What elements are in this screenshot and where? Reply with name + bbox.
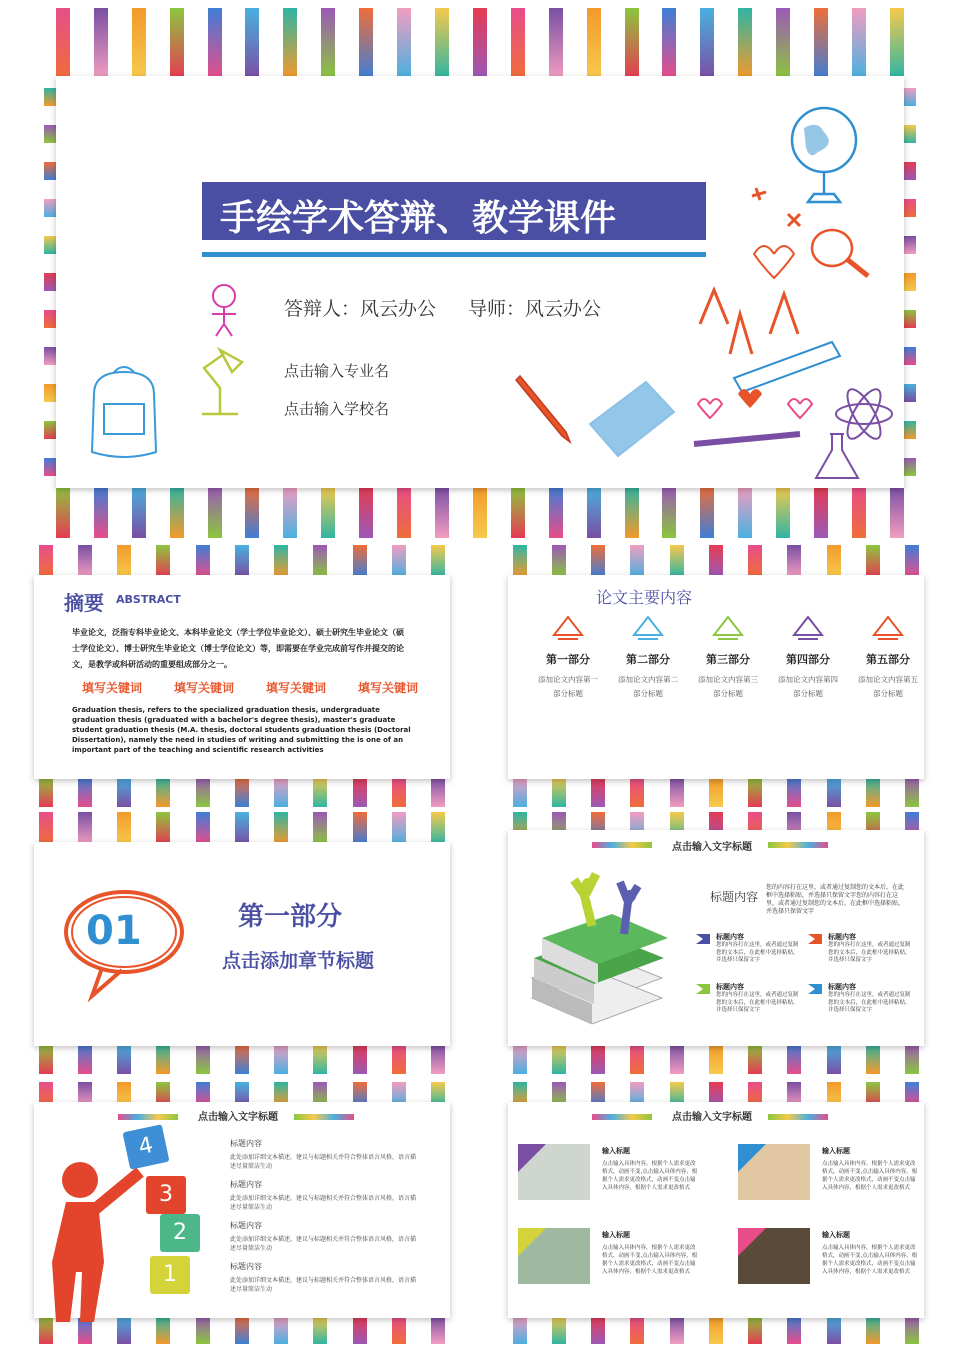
book-stack-icon xyxy=(522,874,672,1038)
slide-books[interactable] xyxy=(500,812,932,1074)
stripe-bar xyxy=(591,1044,605,1074)
major-input[interactable]: 点击输入专业名 xyxy=(284,362,390,380)
corner-icon xyxy=(518,1228,546,1256)
airplane-icon xyxy=(696,984,710,994)
stripe-bar xyxy=(625,486,639,538)
stripe-bar xyxy=(94,486,108,538)
title-deco-left xyxy=(118,1114,178,1120)
pen-nib-icon xyxy=(512,376,576,446)
stripe-bar xyxy=(78,545,92,577)
feature-desc: 您的内容打在这里，或者通过复制您的文本后，在此框中选择粘贴，并选择只保留文字 xyxy=(828,992,911,1013)
stripe-bar xyxy=(591,1316,605,1344)
stripe-bar xyxy=(670,1044,684,1074)
mentor-label: 导师：风云办公 xyxy=(468,298,602,320)
stripe-bar xyxy=(905,1044,919,1074)
stripe-bar xyxy=(630,1044,644,1074)
part-doodle-icon xyxy=(710,613,746,643)
abstract-paragraph-en: Graduation thesis, refers to the specialized graduation thesis, undergraduate graduation thesis (graduated with a bachelor's degree thesis), master's graduate student graduation thesis (M.A. thesis, doctoral students graduation thesis (Doctoral Dissertation), namely the need in studies of writing and submitting the is one of an important part of the teaching and scientific research activities xyxy=(72,706,411,754)
abstract-paragraph-cn: 毕业论文，泛指专科毕业论文、本科毕业论文（学士学位毕业论文）、硕士研究生毕业论文（硕士学位论文）、博士研究生毕业论文（博士学位论文）等，即需要在学业完成前写作并提交的论文，是教学或科研活动的重要组成部分之一。 xyxy=(72,628,404,669)
stripe-bar xyxy=(397,8,411,78)
slide-cover[interactable] xyxy=(44,8,916,538)
stripe-bar xyxy=(56,8,70,78)
stripe-bar xyxy=(787,777,801,807)
stripe-bar xyxy=(905,1316,919,1344)
stripe-bar xyxy=(513,1316,527,1344)
desk-lamp-icon xyxy=(194,348,250,418)
parts-row xyxy=(528,643,928,753)
stripe-bar xyxy=(431,812,445,844)
stripe-bar xyxy=(196,1316,210,1344)
blocks-panel xyxy=(34,1102,450,1318)
part-desc: 添加论文内容第一部分标题 xyxy=(538,675,598,698)
slide-blocks[interactable] xyxy=(26,1082,458,1344)
item-label: 标题内容 xyxy=(230,1139,262,1148)
stripe-bar xyxy=(353,1044,367,1074)
stripe-bar xyxy=(353,777,367,807)
content-part-3[interactable] xyxy=(688,643,768,753)
keyword-tag[interactable]: 填写关键词 xyxy=(357,681,418,695)
color-stripes-top xyxy=(26,812,458,844)
stripe-bar xyxy=(700,486,714,538)
abstract-panel xyxy=(34,575,450,779)
stripe-bar xyxy=(78,1044,92,1074)
stripe-bar xyxy=(170,8,184,78)
corner-icon xyxy=(738,1144,766,1172)
part-desc: 添加论文内容第二部分标题 xyxy=(618,675,678,698)
stripe-bar xyxy=(117,777,131,807)
item-desc: 此处添加详细文本描述，建议与标题相关并符合整体语言风格，语言描述尽量简洁生动 xyxy=(230,1236,417,1252)
photos-panel xyxy=(508,1102,924,1318)
stripe-bar xyxy=(431,545,445,577)
stripe-bar xyxy=(156,812,170,844)
stripe-bar xyxy=(904,273,916,291)
slide-contents[interactable] xyxy=(500,545,932,807)
abstract-title: 摘要 xyxy=(64,591,104,615)
item-label: 标题内容 xyxy=(230,1262,262,1271)
photo-desc: 点击输入具体内容，根据个人需求更改格式，动画不变,点击输入具体内容，根据个人需求更改格式，动画不变点击输入具体内容，根据个人需求更改格式 xyxy=(822,1245,918,1275)
stripe-bar xyxy=(313,545,327,577)
stripe-bar xyxy=(132,8,146,78)
item-label: 标题内容 xyxy=(230,1221,262,1230)
main-heading: 标题内容 xyxy=(710,890,759,904)
part-desc: 添加论文内容第五部分标题 xyxy=(858,675,918,698)
title-deco-right xyxy=(768,842,828,848)
stripe-bar xyxy=(44,273,56,291)
photo-desc: 点击输入具体内容，根据个人需求更改格式，动画不变,点击输入具体内容，根据个人需求更改格式，动画不变点击输入具体内容，根据个人需求更改格式 xyxy=(602,1245,698,1275)
stripe-bar xyxy=(670,1316,684,1344)
stripe-bar xyxy=(549,486,563,538)
stripe-bar xyxy=(235,545,249,577)
list-item[interactable] xyxy=(230,1261,420,1294)
list-item[interactable] xyxy=(230,1138,420,1171)
stripe-bar xyxy=(662,8,676,78)
feature-grid xyxy=(696,932,916,1032)
stripe-bar xyxy=(283,486,297,538)
color-stripes-bottom xyxy=(26,777,458,807)
corner-icon xyxy=(738,1228,766,1256)
stripe-bar xyxy=(274,1044,288,1074)
photo-item[interactable] xyxy=(518,1228,718,1288)
stripe-bar xyxy=(748,545,762,577)
stripe-bar xyxy=(827,1316,841,1344)
stripe-bar xyxy=(904,384,916,402)
truck-icon xyxy=(808,934,822,944)
stripe-bar xyxy=(787,1044,801,1074)
stripe-bar xyxy=(662,486,676,538)
number-block-1: 1 xyxy=(150,1256,190,1294)
stripe-bar xyxy=(670,777,684,807)
stripe-bar xyxy=(866,545,880,577)
stripe-bar xyxy=(738,8,752,78)
stripe-bar xyxy=(156,777,170,807)
feature-item[interactable] xyxy=(696,932,804,978)
stripe-bar xyxy=(321,8,335,78)
stripe-bar xyxy=(44,236,56,254)
slide-title: 点击输入文字标题 xyxy=(672,842,752,853)
rocket-icon xyxy=(808,984,822,994)
stripe-bar xyxy=(39,777,53,807)
stripe-bar xyxy=(748,1044,762,1074)
stripe-bar xyxy=(196,1044,210,1074)
stripe-bar xyxy=(274,812,288,844)
section-panel xyxy=(34,842,450,1046)
stripe-bar xyxy=(473,486,487,538)
stripe-bar xyxy=(513,777,527,807)
content-part-1[interactable] xyxy=(528,643,608,753)
stripe-bar xyxy=(245,486,259,538)
mail-icon xyxy=(696,934,710,944)
stripe-bar xyxy=(904,236,916,254)
stripe-bar xyxy=(513,545,527,577)
content-part-2[interactable] xyxy=(608,643,688,753)
stripe-bar xyxy=(890,8,904,78)
stripe-bar xyxy=(44,310,56,328)
part-name: 第四部分 xyxy=(786,653,830,666)
stripe-bar xyxy=(44,162,56,180)
stripe-bar xyxy=(313,1316,327,1344)
stripe-bar xyxy=(591,777,605,807)
part-doodle-icon xyxy=(630,613,666,643)
stripe-bar xyxy=(905,777,919,807)
stripe-bar xyxy=(511,8,525,78)
slide-section[interactable] xyxy=(26,812,458,1074)
keywords-row xyxy=(82,679,418,696)
stripe-bar xyxy=(552,1316,566,1344)
stripe-bar xyxy=(552,777,566,807)
stripe-bar xyxy=(587,8,601,78)
color-stripes-bottom xyxy=(500,1316,932,1344)
cover-title: 手绘学术答辩、教学课件 xyxy=(220,198,617,239)
stripe-bar xyxy=(709,1316,723,1344)
item-desc: 此处添加详细文本描述，建议与标题相关并符合整体语言风格，语言描述尽量简洁生动 xyxy=(230,1154,417,1170)
photo-label: 输入标题 xyxy=(822,1147,850,1155)
color-stripes-left xyxy=(44,78,56,486)
slide-title: 点击输入文字标题 xyxy=(198,1112,278,1123)
presenter-label: 答辩人：风云办公 xyxy=(284,298,437,320)
stripe-bar xyxy=(904,125,916,143)
stripe-bar xyxy=(44,125,56,143)
slide-abstract[interactable] xyxy=(26,545,458,807)
stripe-bar xyxy=(44,88,56,106)
abstract-title-en: ABSTRACT xyxy=(116,593,181,606)
stripe-bar xyxy=(435,486,449,538)
feature-label: 标题内容 xyxy=(716,983,744,991)
stripe-bar xyxy=(44,421,56,439)
stripe-bar xyxy=(748,1316,762,1344)
stripe-bar xyxy=(156,545,170,577)
book-icon xyxy=(586,378,676,458)
stripe-bar xyxy=(549,8,563,78)
stripe-bar xyxy=(776,486,790,538)
stripe-bar xyxy=(904,310,916,328)
keyword-tag[interactable]: 填写关键词 xyxy=(82,681,143,695)
part-name: 第二部分 xyxy=(626,653,670,666)
color-stripes-right xyxy=(904,78,916,486)
stripe-bar xyxy=(866,777,880,807)
part-name: 第三部分 xyxy=(706,653,750,666)
stripe-bar xyxy=(890,486,904,538)
photo-item[interactable] xyxy=(738,1228,932,1288)
stripe-bar xyxy=(670,545,684,577)
stripe-bar xyxy=(431,1316,445,1344)
stripe-bar xyxy=(170,486,184,538)
backpack-icon xyxy=(84,364,164,464)
stripe-bar xyxy=(625,8,639,78)
stripe-bar xyxy=(552,545,566,577)
stripe-bar xyxy=(709,545,723,577)
feature-item[interactable] xyxy=(696,982,804,1028)
text-list xyxy=(230,1138,420,1302)
stripe-bar xyxy=(431,1044,445,1074)
photo-label: 输入标题 xyxy=(602,1147,630,1155)
feature-label: 标题内容 xyxy=(828,983,856,991)
stripe-bar xyxy=(44,458,56,476)
slide-title: 点击输入文字标题 xyxy=(672,1112,752,1123)
feature-desc: 您的内容打在这里，或者通过复制您的文本后，在此框中选择粘贴，并选择只保留文字 xyxy=(716,942,799,963)
stripe-bar xyxy=(587,486,601,538)
stripe-bar xyxy=(748,777,762,807)
stripe-bar xyxy=(904,88,916,106)
stripe-bar xyxy=(196,812,210,844)
stripe-bar xyxy=(630,545,644,577)
stripe-bar xyxy=(392,812,406,844)
contents-panel xyxy=(508,575,924,779)
section-subtitle[interactable]: 点击添加章节标题 xyxy=(222,950,375,972)
stripe-bar xyxy=(359,486,373,538)
feature-label: 标题内容 xyxy=(716,933,744,941)
stripe-bar xyxy=(392,1316,406,1344)
part-name: 第一部分 xyxy=(546,653,590,666)
content-part-4[interactable] xyxy=(768,643,848,753)
corner-icon xyxy=(518,1144,546,1172)
stripe-bar xyxy=(196,545,210,577)
stripe-bar xyxy=(117,812,131,844)
stripe-bar xyxy=(866,1044,880,1074)
cover-panel xyxy=(56,76,904,488)
stripe-bar xyxy=(630,1316,644,1344)
stripe-bar xyxy=(700,8,714,78)
stripe-bar xyxy=(552,1044,566,1074)
item-label: 标题内容 xyxy=(230,1180,262,1189)
stripe-bar xyxy=(117,545,131,577)
feature-desc: 您的内容打在这里，或者通过复制您的文本后，在此框中选择粘贴，并选择只保留文字 xyxy=(828,942,911,963)
hearts-arrows-icon xyxy=(680,184,830,454)
stripe-bar xyxy=(78,812,92,844)
stripe-bar xyxy=(313,777,327,807)
list-item[interactable] xyxy=(230,1220,420,1253)
stripe-bar xyxy=(39,1044,53,1074)
stripe-bar xyxy=(44,347,56,365)
stripe-bar xyxy=(904,199,916,217)
stripe-bar xyxy=(39,545,53,577)
number-block-3: 3 xyxy=(146,1176,186,1214)
stripe-bar xyxy=(591,545,605,577)
stripe-bar xyxy=(827,545,841,577)
stripe-bar xyxy=(511,486,525,538)
stripe-bar xyxy=(274,1316,288,1344)
color-stripes-top xyxy=(26,545,458,577)
stripe-bar xyxy=(353,1316,367,1344)
part-desc: 添加论文内容第四部分标题 xyxy=(778,675,838,698)
stripe-bar xyxy=(776,8,790,78)
photo-item[interactable] xyxy=(518,1144,718,1204)
books-panel xyxy=(508,830,924,1046)
photo-label: 输入标题 xyxy=(602,1231,630,1239)
stripe-bar xyxy=(852,486,866,538)
stripe-bar xyxy=(827,1044,841,1074)
photo-label: 输入标题 xyxy=(822,1231,850,1239)
feature-item[interactable] xyxy=(808,982,916,1028)
color-stripes-bottom xyxy=(44,486,916,538)
stripe-bar xyxy=(473,8,487,78)
stripe-bar xyxy=(321,486,335,538)
stripe-bar xyxy=(787,1316,801,1344)
stripe-bar xyxy=(313,812,327,844)
school-input[interactable]: 点击输入学校名 xyxy=(284,400,390,418)
feature-label: 标题内容 xyxy=(828,933,856,941)
title-underline xyxy=(202,252,706,257)
stripe-bar xyxy=(866,1316,880,1344)
stripe-bar xyxy=(709,1044,723,1074)
stripe-bar xyxy=(235,1044,249,1074)
stripe-bar xyxy=(392,777,406,807)
stripe-bar xyxy=(513,1044,527,1074)
stripe-bar xyxy=(904,347,916,365)
number-block-2: 2 xyxy=(160,1214,200,1252)
item-desc: 此处添加详细文本描述，建议与标题相关并符合整体语言风格，语言描述尽量简洁生动 xyxy=(230,1277,417,1293)
stripe-bar xyxy=(44,199,56,217)
color-stripes-top xyxy=(500,545,932,577)
stripe-bar xyxy=(738,486,752,538)
stripe-bar xyxy=(156,1044,170,1074)
main-heading-desc: 您的内容打在这里，或者通过复制您的文本后，在此框中选择粘贴，并选择只保留文字您的内容打在这里，或者通过复制您的文本后，在此框中选择粘贴，并选择只保留文字 xyxy=(766,884,905,915)
stripe-bar xyxy=(852,8,866,78)
stripe-bar xyxy=(44,384,56,402)
color-stripes-bottom xyxy=(500,777,932,807)
item-desc: 此处添加详细文本描述，建议与标题相关并符合整体语言风格，语言描述尽量简洁生动 xyxy=(230,1195,417,1211)
photo-grid xyxy=(508,1102,924,1318)
stripe-bar xyxy=(709,777,723,807)
stripe-bar xyxy=(274,777,288,807)
part-doodle-icon xyxy=(870,613,906,643)
stripe-bar xyxy=(827,777,841,807)
stripe-bar xyxy=(353,545,367,577)
stripe-bar xyxy=(235,812,249,844)
part-name: 第五部分 xyxy=(866,653,910,666)
color-stripes-bottom xyxy=(500,1044,932,1074)
part-doodle-icon xyxy=(790,613,826,643)
slide-photos[interactable] xyxy=(500,1082,932,1344)
stripe-bar xyxy=(359,8,373,78)
stripe-bar xyxy=(630,777,644,807)
stripe-bar xyxy=(313,1044,327,1074)
stripe-bar xyxy=(196,777,210,807)
section-title: 第一部分 xyxy=(238,902,343,932)
stripe-bar xyxy=(353,812,367,844)
stripe-bar xyxy=(235,1316,249,1344)
stripe-bar xyxy=(274,545,288,577)
stripe-bar xyxy=(431,777,445,807)
photo-desc: 点击输入具体内容，根据个人需求更改格式，动画不变,点击输入具体内容，根据个人需求更改格式，动画不变点击输入具体内容，根据个人需求更改格式 xyxy=(602,1161,698,1191)
stripe-bar xyxy=(132,486,146,538)
stripe-bar xyxy=(208,8,222,78)
contents-title: 论文主要内容 xyxy=(596,588,693,607)
photo-desc: 点击输入具体内容，根据个人需求更改格式，动画不变,点击输入具体内容，根据个人需求更改格式，动画不变点击输入具体内容，根据个人需求更改格式 xyxy=(822,1161,918,1191)
part-doodle-icon xyxy=(550,613,586,643)
feature-desc: 您的内容打在这里，或者通过复制您的文本后，在此框中选择粘贴，并选择只保留文字 xyxy=(716,992,799,1013)
stripe-bar xyxy=(208,486,222,538)
photo-item[interactable] xyxy=(738,1144,932,1204)
stripe-bar xyxy=(904,162,916,180)
keyword-tag[interactable]: 填写关键词 xyxy=(173,681,234,695)
stripe-bar xyxy=(787,545,801,577)
stripe-bar xyxy=(78,777,92,807)
stripe-bar xyxy=(392,545,406,577)
content-part-5[interactable] xyxy=(848,643,928,753)
stripe-bar xyxy=(56,486,70,538)
stripe-bar xyxy=(904,458,916,476)
stripe-bar xyxy=(814,486,828,538)
stripe-bar xyxy=(814,8,828,78)
title-deco-right xyxy=(294,1114,354,1120)
girl-doodle-icon xyxy=(204,282,244,338)
stripe-bar xyxy=(397,486,411,538)
feature-item[interactable] xyxy=(808,932,916,978)
stripe-bar xyxy=(435,8,449,78)
stripe-bar xyxy=(94,8,108,78)
stripe-bar xyxy=(904,421,916,439)
number-block-4: 4 xyxy=(122,1124,169,1169)
stripe-bar xyxy=(117,1044,131,1074)
section-number: 01 xyxy=(86,908,142,954)
list-item[interactable] xyxy=(230,1179,420,1212)
stripe-bar xyxy=(39,812,53,844)
color-stripes-top xyxy=(44,8,916,78)
stripe-bar xyxy=(905,545,919,577)
title-deco-left xyxy=(592,842,652,848)
color-stripes-bottom xyxy=(26,1044,458,1074)
stripe-bar xyxy=(283,8,297,78)
keyword-tag[interactable]: 填写关键词 xyxy=(265,681,326,695)
stripe-bar xyxy=(245,8,259,78)
stripe-bar xyxy=(392,1044,406,1074)
part-desc: 添加论文内容第三部分标题 xyxy=(698,675,758,698)
stripe-bar xyxy=(235,777,249,807)
